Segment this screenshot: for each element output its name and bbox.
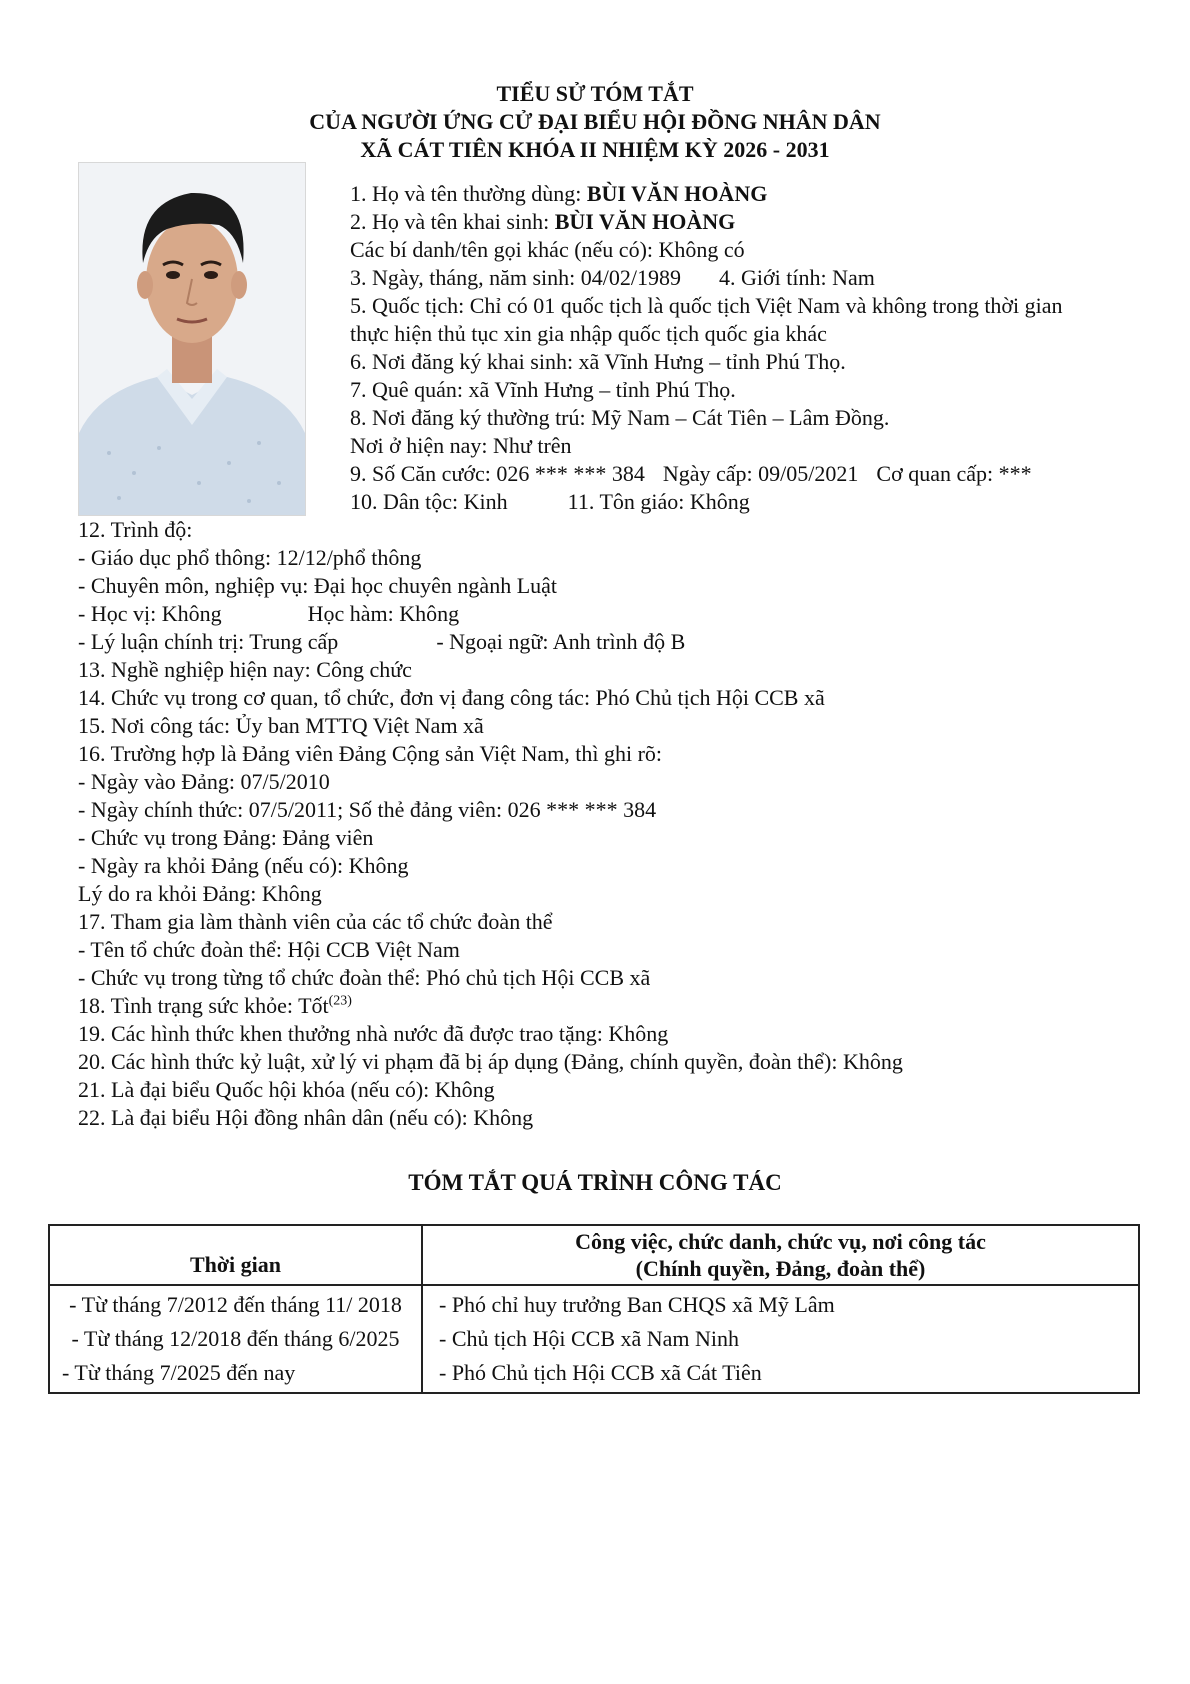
health-text: 18. Tình trạng sức khỏe: Tốt [78,993,329,1018]
nationality-line-1: 5. Quốc tịch: Chỉ có 01 quốc tịch là quốc tịch Việt Nam và không trong thời gian [350,293,1063,318]
history-job-cell: - Chủ tịch Hội CCB xã Nam Ninh [422,1322,1139,1356]
job-column-header [422,1225,1139,1285]
degree-line [78,600,459,628]
party-position-line: - Chức vụ trong Đảng: Đảng viên [78,825,374,850]
current-residence-line: Nơi ở hiện nay: Như trên [350,433,572,458]
awards-line: 19. Các hình thức khen thưởng nhà nước đã được trao tặng: Không [78,1021,669,1046]
birth-name-value: BÙI VĂN HOÀNG [554,209,736,234]
council-deputy-line: 22. Là đại biểu Hội đồng nhân dân (nếu có): Không [78,1105,534,1130]
ethnicity-religion-line [350,488,750,516]
history-job-cell: - Phó chỉ huy trưởng Ban CHQS xã Mỹ Lâm [422,1285,1139,1322]
party-official-line: - Ngày chính thức: 07/5/2011; Số thẻ đảng viên: 026 *** *** 384 [78,797,657,822]
id-issuer-text: Cơ quan cấp: *** [876,461,1032,486]
history-time-cell: - Từ tháng 12/2018 đến tháng 6/2025 [49,1322,422,1356]
discipline-line: 20. Các hình thức kỷ luật, xử lý vi phạm đã bị áp dụng (Đảng, chính quyền, đoàn thể): Không [78,1049,903,1074]
party-join-line: - Ngày vào Đảng: 07/5/2010 [78,769,330,794]
id-issue-date-text: Ngày cấp: 09/05/2021 [662,461,859,486]
ethnicity-text: 10. Dân tộc: Kinh [350,489,508,514]
position-line: 14. Chức vụ trong cơ quan, tổ chức, đơn vị đang công tác: Phó Chủ tịch Hội CCB xã [78,685,825,710]
party-leave-line: - Ngày ra khỏi Đảng (nếu có): Không [78,853,409,878]
occupation-line: 13. Nghề nghiệp hiện nay: Công chức [78,657,412,682]
aliases-line: Các bí danh/tên gọi khác (nếu có): Không có [350,237,745,262]
gender-text: 4. Giới tính: Nam [719,265,875,290]
religion-text: 11. Tôn giáo: Không [567,489,750,514]
dob-gender-line [350,264,875,292]
foreign-language-text: - Ngoại ngữ: Anh trình độ B [436,629,686,654]
table-header-row [49,1225,1139,1285]
birth-name-label: 2. Họ và tên khai sinh: [350,209,555,234]
job-column-header-line-1: Công việc, chức danh, chức vụ, nơi công tác [575,1229,986,1254]
id-number-text: 9. Số Căn cước: 026 *** *** 384 [350,461,645,486]
general-education-line: - Giáo dục phổ thông: 12/12/phổ thông [78,545,422,570]
permanent-residence-line: 8. Nơi đăng ký thường trú: Mỹ Nam – Cát Tiên – Lâm Đồng. [350,405,890,430]
org-heading: 17. Tham gia làm thành viên của các tổ chức đoàn thể [78,909,553,934]
id-line [350,460,1032,488]
education-heading: 12. Trình độ: [78,517,193,542]
org-name-line: - Tên tổ chức đoàn thể: Hội CCB Việt Nam [78,937,460,962]
hometown-line: 7. Quê quán: xã Vĩnh Hưng – tỉnh Phú Thọ. [350,377,736,402]
org-position-line: - Chức vụ trong từng tổ chức đoàn thể: Phó chủ tịch Hội CCB xã [78,965,651,990]
document-title: TIỂU SỬ TÓM TẮT [496,81,694,106]
portrait-illustration [79,163,305,515]
health-footnote-ref: (23) [328,993,352,1009]
health-line [78,992,352,1020]
history-time-cell: - Từ tháng 7/2012 đến tháng 11/ 2018 [49,1285,422,1322]
academic-title-text: Học hàm: Không [307,601,460,626]
common-name-line [350,180,767,208]
party-heading: 16. Trường hợp là Đảng viên Đảng Cộng sản Việt Nam, thì ghi rõ: [78,741,663,766]
table-row [49,1356,1139,1393]
document-term: XÃ CÁT TIÊN KHÓA II NHIỆM KỲ 2026 - 2031 [360,137,830,162]
table-row [49,1322,1139,1356]
birth-name-line [350,208,735,236]
na-deputy-line: 21. Là đại biểu Quốc hội khóa (nếu có): Không [78,1077,495,1102]
birth-registration-line: 6. Nơi đăng ký khai sinh: xã Vĩnh Hưng – tỉnh Phú Thọ. [350,349,846,374]
common-name-label: 1. Họ và tên thường dùng: [350,181,587,206]
table-row [49,1285,1139,1322]
history-time-cell: - Từ tháng 7/2025 đến nay [49,1356,422,1393]
dob-text: 3. Ngày, tháng, năm sinh: 04/02/1989 [350,265,681,290]
degree-text: - Học vị: Không [78,601,222,626]
nationality-line-2: thực hiện thủ tục xin gia nhập quốc tịch quốc gia khác [350,321,827,346]
party-leave-reason-line: Lý do ra khỏi Đảng: Không [78,881,322,906]
professional-line: - Chuyên môn, nghiệp vụ: Đại học chuyên ngành Luật [78,573,558,598]
political-theory-text: - Lý luận chính trị: Trung cấp [78,629,339,654]
history-job-cell: - Phó Chủ tịch Hội CCB xã Cát Tiên [422,1356,1139,1393]
time-column-header: Thời gian [49,1225,422,1285]
work-history-title: TÓM TẮT QUÁ TRÌNH CÔNG TÁC [408,1170,782,1195]
common-name-value: BÙI VĂN HOÀNG [586,181,768,206]
work-history-table [48,1224,1140,1394]
document-subtitle: CỦA NGƯỜI ỨNG CỬ ĐẠI BIỂU HỘI ĐỒNG NHÂN DÂN [309,109,881,134]
candidate-portrait-photo [78,162,306,516]
job-column-header-line-2: (Chính quyền, Đảng, đoàn thể) [635,1256,926,1281]
workplace-line: 15. Nơi công tác: Ủy ban MTTQ Việt Nam xã [78,713,484,738]
political-language-line [78,628,685,656]
